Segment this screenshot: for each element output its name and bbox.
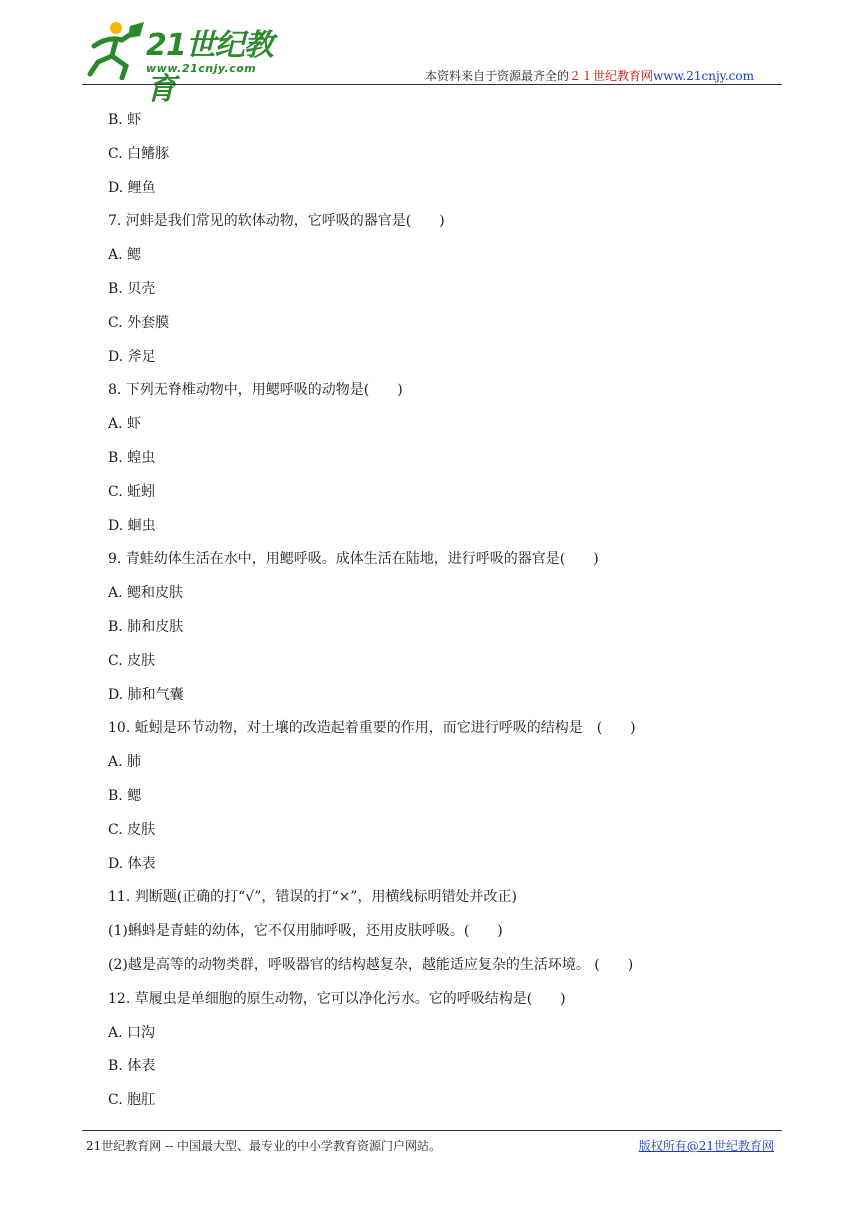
text-line: D. 肺和气囊 <box>108 686 184 703</box>
page-header <box>0 0 860 107</box>
text-line: C. 皮肤 <box>108 652 156 669</box>
text-line: A. 虾 <box>108 416 142 433</box>
site-logo[interactable] <box>86 18 296 107</box>
footer-site-description: 21世纪教育网 -- 中国最大型、最专业的中小学教育资源门户网站。 <box>86 1139 442 1153</box>
question-stem: 11. 判断题(正确的打“√”，错误的打“×”，用横线标明错处并改正) <box>108 889 517 906</box>
text-line: B. 虾 <box>108 112 142 128</box>
text-line: A. 口沟 <box>108 1024 156 1041</box>
footer-copyright-link[interactable]: 版权所有@21世纪教育网 <box>638 1139 774 1153</box>
header-divider <box>82 84 782 85</box>
text-line: B. 鳃 <box>108 787 142 804</box>
question-stem: 12. 草履虫是单细胞的原生动物，它可以净化污水。它的呼吸结构是( ) <box>108 990 566 1007</box>
header-note-prefix: 本资料来自于资源最齐全的 <box>425 69 570 83</box>
text-line: B. 贝壳 <box>108 280 156 297</box>
header-note-brand[interactable]: ２１世纪教育网 <box>569 69 654 83</box>
question-body <box>108 104 788 1118</box>
logo-text: 21世纪教育 <box>146 28 273 107</box>
text-line: (2)越是高等的动物类群，呼吸器官的结构越复杂，越能适应复杂的生活环境。 ( ) <box>108 956 634 973</box>
runner-icon <box>86 18 146 80</box>
text-line: C. 胞肛 <box>108 1092 156 1109</box>
text-line: C. 外套膜 <box>108 314 170 331</box>
header-source-note <box>425 67 754 84</box>
text-line: A. 鳃 <box>108 247 142 264</box>
text-line: B. 体表 <box>108 1058 156 1075</box>
text-line: D. 鲤鱼 <box>108 179 156 196</box>
question-stem: 9. 青蛙幼体生活在水中，用鳃呼吸。成体生活在陆地，进行呼吸的器官是( ) <box>108 551 599 568</box>
text-line: C. 白鳍豚 <box>108 145 170 162</box>
text-line: C. 皮肤 <box>108 821 156 838</box>
logo-url: www.21cnjy.com <box>146 62 257 75</box>
text-line: A. 鳃和皮肤 <box>108 585 184 602</box>
text-line: D. 斧足 <box>108 348 156 365</box>
question-stem: 7. 河蚌是我们常见的软体动物，它呼吸的器官是( ) <box>108 213 445 230</box>
text-line: C. 蚯蚓 <box>108 483 156 500</box>
text-line: D. 体表 <box>108 855 156 872</box>
text-line: D. 蛔虫 <box>108 517 156 534</box>
text-line: B. 肺和皮肤 <box>108 618 184 635</box>
question-stem: 8. 下列无脊椎动物中，用鳃呼吸的动物是( ) <box>108 382 403 399</box>
header-note-url[interactable]: www.21cnjy.com <box>653 69 754 83</box>
question-stem: 10. 蚯蚓是环节动物，对土壤的改造起着重要的作用，而它进行呼吸的结构是 ( ) <box>108 720 636 737</box>
footer-divider <box>82 1130 782 1131</box>
text-line: (1)蝌蚪是青蛙的幼体，它不仅用肺呼吸，还用皮肤呼吸。( ) <box>108 923 503 940</box>
text-line: B. 蝗虫 <box>108 449 156 466</box>
text-line: A. 肺 <box>108 754 142 771</box>
